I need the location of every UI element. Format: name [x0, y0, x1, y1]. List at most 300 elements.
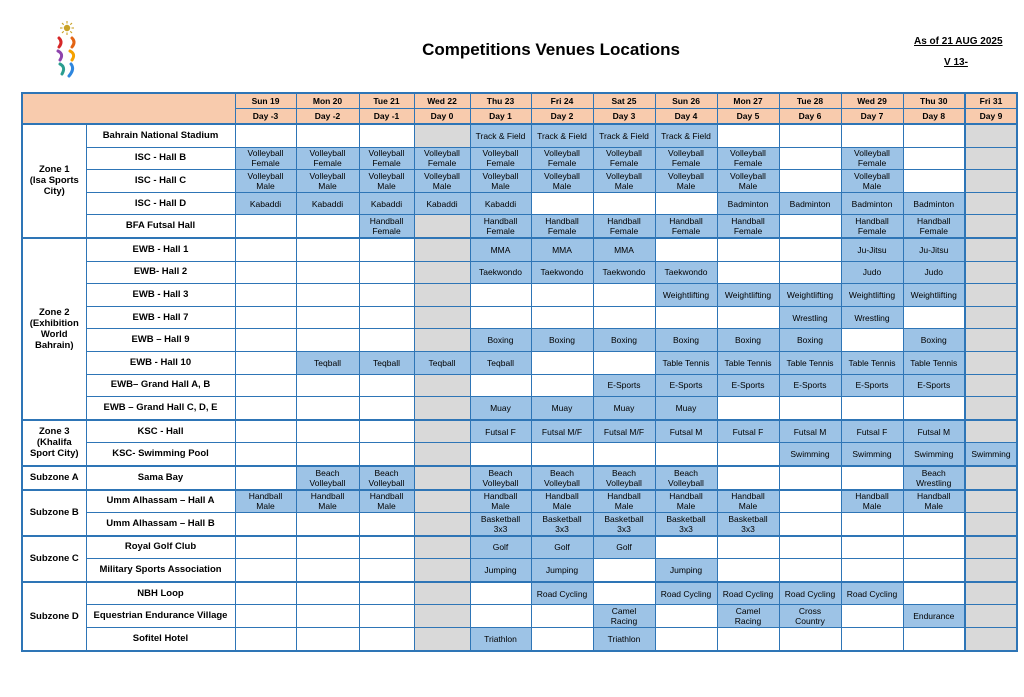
empty-cell — [903, 147, 965, 170]
empty-cell — [531, 284, 593, 307]
event-cell: Taekwondo — [531, 261, 593, 284]
event-cell: Golf — [470, 536, 531, 559]
event-cell: Track & Field — [655, 124, 717, 147]
zone-label: Zone 3 (Khalifa Sport City) — [22, 420, 86, 466]
day-date-header: Fri 31 — [965, 93, 1017, 109]
empty-cell — [655, 306, 717, 329]
venue-row — [22, 559, 1017, 582]
venue-row — [22, 513, 1017, 536]
event-cell: Weightlifting — [717, 284, 779, 307]
event-cell: Handball Male — [903, 490, 965, 513]
empty-cell — [655, 628, 717, 651]
venue-name: NBH Loop — [86, 582, 235, 605]
venue-row — [22, 329, 1017, 352]
venue-name: Sofitel Hotel — [86, 628, 235, 651]
empty-cell — [903, 306, 965, 329]
event-cell: Triathlon — [470, 628, 531, 651]
empty-cell — [414, 443, 470, 466]
empty-cell — [359, 420, 414, 443]
event-cell: Handball Male — [593, 490, 655, 513]
event-cell: Handball Female — [531, 215, 593, 238]
event-cell: Teqball — [359, 351, 414, 374]
empty-cell — [235, 466, 296, 490]
empty-cell — [414, 124, 470, 147]
event-cell: Wrestling — [841, 306, 903, 329]
event-cell: Golf — [531, 536, 593, 559]
empty-cell — [779, 490, 841, 513]
event-cell: Swimming — [841, 443, 903, 466]
empty-cell — [965, 490, 1017, 513]
event-cell: Handball Female — [359, 215, 414, 238]
venue-row — [22, 420, 1017, 443]
event-cell: Road Cycling — [779, 582, 841, 605]
empty-cell — [531, 351, 593, 374]
empty-cell — [717, 466, 779, 490]
venue-row — [22, 443, 1017, 466]
venue-name: BFA Futsal Hall — [86, 215, 235, 238]
event-cell: Volleyball Female — [593, 147, 655, 170]
empty-cell — [965, 513, 1017, 536]
day-date-header: Mon 20 — [296, 93, 359, 109]
empty-cell — [965, 238, 1017, 261]
empty-cell — [965, 261, 1017, 284]
empty-cell — [593, 306, 655, 329]
empty-cell — [296, 628, 359, 651]
empty-cell — [841, 124, 903, 147]
event-cell: E-Sports — [903, 374, 965, 397]
empty-cell — [531, 605, 593, 628]
empty-cell — [531, 443, 593, 466]
venue-row — [22, 170, 1017, 193]
empty-cell — [235, 605, 296, 628]
venue-row — [22, 238, 1017, 261]
event-cell: Track & Field — [470, 124, 531, 147]
event-cell: Ju-Jitsu — [841, 238, 903, 261]
empty-cell — [779, 628, 841, 651]
event-cell: Jumping — [470, 559, 531, 582]
day-date-header: Mon 27 — [717, 93, 779, 109]
empty-cell — [414, 420, 470, 443]
empty-cell — [414, 559, 470, 582]
empty-cell — [965, 559, 1017, 582]
event-cell: Futsal M/F — [531, 420, 593, 443]
empty-cell — [414, 605, 470, 628]
empty-cell — [965, 284, 1017, 307]
empty-cell — [296, 284, 359, 307]
event-cell: Basketball 3x3 — [717, 513, 779, 536]
event-cell: Muay — [593, 397, 655, 420]
empty-cell — [235, 261, 296, 284]
event-cell: Triathlon — [593, 628, 655, 651]
event-cell: Kabaddi — [296, 192, 359, 215]
event-cell: Volleyball Male — [655, 170, 717, 193]
empty-cell — [779, 170, 841, 193]
empty-cell — [965, 605, 1017, 628]
empty-cell — [841, 605, 903, 628]
empty-cell — [903, 513, 965, 536]
empty-cell — [903, 582, 965, 605]
empty-cell — [717, 559, 779, 582]
empty-cell — [470, 284, 531, 307]
event-cell: E-Sports — [841, 374, 903, 397]
event-cell: MMA — [470, 238, 531, 261]
event-cell: Teqball — [414, 351, 470, 374]
empty-cell — [903, 170, 965, 193]
event-cell: Golf — [593, 536, 655, 559]
empty-cell — [779, 559, 841, 582]
zone-label: Subzone D — [22, 582, 86, 651]
empty-cell — [235, 306, 296, 329]
venue-name: Sama Bay — [86, 466, 235, 490]
event-cell: Road Cycling — [655, 582, 717, 605]
event-cell: Road Cycling — [531, 582, 593, 605]
empty-cell — [965, 536, 1017, 559]
zone-label: Zone 2 (Exhibition World Bahrain) — [22, 238, 86, 420]
event-cell: Boxing — [903, 329, 965, 352]
event-cell: Boxing — [717, 329, 779, 352]
event-cell: Basketball 3x3 — [655, 513, 717, 536]
empty-cell — [841, 397, 903, 420]
event-cell: Ju-Jitsu — [903, 238, 965, 261]
empty-cell — [414, 490, 470, 513]
empty-cell — [414, 238, 470, 261]
empty-cell — [296, 513, 359, 536]
day-number-header: Day 1 — [470, 109, 531, 125]
empty-cell — [531, 374, 593, 397]
day-number-header: Day -1 — [359, 109, 414, 125]
event-cell: Handball Male — [717, 490, 779, 513]
event-cell: Weightlifting — [779, 284, 841, 307]
event-cell: Volleyball Male — [717, 170, 779, 193]
event-cell: Boxing — [531, 329, 593, 352]
empty-cell — [414, 329, 470, 352]
empty-cell — [717, 261, 779, 284]
event-cell: E-Sports — [655, 374, 717, 397]
empty-cell — [655, 238, 717, 261]
event-cell: Weightlifting — [655, 284, 717, 307]
venue-row — [22, 124, 1017, 147]
event-cell: Volleyball Male — [841, 170, 903, 193]
empty-cell — [965, 124, 1017, 147]
event-cell: Muay — [655, 397, 717, 420]
empty-cell — [235, 536, 296, 559]
empty-cell — [296, 215, 359, 238]
event-cell: Beach Volleyball — [655, 466, 717, 490]
empty-cell — [359, 238, 414, 261]
event-cell: Boxing — [655, 329, 717, 352]
empty-cell — [235, 513, 296, 536]
empty-cell — [841, 513, 903, 536]
event-cell: Handball Female — [655, 215, 717, 238]
empty-cell — [903, 124, 965, 147]
empty-cell — [235, 559, 296, 582]
empty-cell — [359, 582, 414, 605]
event-cell: Weightlifting — [903, 284, 965, 307]
venue-name: ISC - Hall B — [86, 147, 235, 170]
empty-cell — [531, 628, 593, 651]
event-cell: Volleyball Male — [359, 170, 414, 193]
empty-cell — [470, 443, 531, 466]
empty-cell — [296, 397, 359, 420]
day-date-header: Sun 26 — [655, 93, 717, 109]
empty-cell — [296, 238, 359, 261]
empty-cell — [717, 124, 779, 147]
event-cell: Judo — [841, 261, 903, 284]
event-cell: Weightlifting — [841, 284, 903, 307]
venue-name: EWB - Hall 1 — [86, 238, 235, 261]
empty-cell — [359, 559, 414, 582]
event-cell: Muay — [470, 397, 531, 420]
event-cell: Endurance — [903, 605, 965, 628]
event-cell: Volleyball Female — [235, 147, 296, 170]
event-cell: Beach Volleyball — [296, 466, 359, 490]
empty-cell — [414, 466, 470, 490]
day-number-header: Day 3 — [593, 109, 655, 125]
event-cell: Wrestling — [779, 306, 841, 329]
venue-row — [22, 284, 1017, 307]
event-cell: Judo — [903, 261, 965, 284]
venue-row — [22, 306, 1017, 329]
event-cell: Table Tennis — [779, 351, 841, 374]
empty-cell — [296, 306, 359, 329]
event-cell: Badminton — [779, 192, 841, 215]
empty-cell — [359, 124, 414, 147]
venue-row — [22, 466, 1017, 490]
empty-cell — [414, 261, 470, 284]
event-cell: Basketball 3x3 — [531, 513, 593, 536]
zone-label: Subzone C — [22, 536, 86, 582]
empty-cell — [965, 374, 1017, 397]
event-cell: Volleyball Male — [235, 170, 296, 193]
day-number-header: Day 9 — [965, 109, 1017, 125]
empty-cell — [470, 582, 531, 605]
empty-cell — [841, 536, 903, 559]
event-cell: Kabaddi — [359, 192, 414, 215]
empty-cell — [296, 329, 359, 352]
zone-label: Zone 1 (Isa Sports City) — [22, 124, 86, 238]
day-number-header: Day 7 — [841, 109, 903, 125]
venue-name: EWB - Hall 10 — [86, 351, 235, 374]
venue-row — [22, 192, 1017, 215]
empty-cell — [965, 466, 1017, 490]
day-number-header: Day 2 — [531, 109, 593, 125]
event-cell: Volleyball Female — [296, 147, 359, 170]
event-cell: Road Cycling — [841, 582, 903, 605]
empty-cell — [296, 536, 359, 559]
event-cell: E-Sports — [717, 374, 779, 397]
empty-cell — [296, 261, 359, 284]
venue-row — [22, 374, 1017, 397]
venue-name: KSC- Swimming Pool — [86, 443, 235, 466]
event-cell: Track & Field — [531, 124, 593, 147]
venue-name: Bahrain National Stadium — [86, 124, 235, 147]
event-cell: Basketball 3x3 — [470, 513, 531, 536]
empty-cell — [296, 124, 359, 147]
event-cell: Handball Male — [655, 490, 717, 513]
event-cell: Futsal F — [717, 420, 779, 443]
empty-cell — [779, 238, 841, 261]
header-row-dates — [22, 93, 1017, 109]
empty-cell — [359, 536, 414, 559]
empty-cell — [470, 605, 531, 628]
empty-cell — [593, 582, 655, 605]
empty-cell — [359, 513, 414, 536]
empty-cell — [965, 397, 1017, 420]
event-cell: Handball Male — [359, 490, 414, 513]
empty-cell — [235, 238, 296, 261]
empty-cell — [593, 443, 655, 466]
event-cell: Basketball 3x3 — [593, 513, 655, 536]
event-cell: Handball Male — [531, 490, 593, 513]
venue-row — [22, 628, 1017, 651]
event-cell: Cross Country — [779, 605, 841, 628]
empty-cell — [965, 582, 1017, 605]
event-cell: Taekwondo — [593, 261, 655, 284]
empty-cell — [414, 628, 470, 651]
event-cell: Handball Male — [470, 490, 531, 513]
empty-cell — [414, 582, 470, 605]
empty-cell — [779, 124, 841, 147]
venue-name: ISC - Hall D — [86, 192, 235, 215]
event-cell: Badminton — [903, 192, 965, 215]
day-date-header: Tue 21 — [359, 93, 414, 109]
header-blank-cell — [22, 93, 235, 124]
event-cell: Boxing — [779, 329, 841, 352]
day-number-header: Day 6 — [779, 109, 841, 125]
empty-cell — [779, 466, 841, 490]
empty-cell — [717, 628, 779, 651]
event-cell: Jumping — [531, 559, 593, 582]
event-cell: Volleyball Male — [470, 170, 531, 193]
event-cell: E-Sports — [593, 374, 655, 397]
day-date-header: Thu 30 — [903, 93, 965, 109]
event-cell: Beach Volleyball — [531, 466, 593, 490]
empty-cell — [235, 215, 296, 238]
venue-name: Equestrian Endurance Village — [86, 605, 235, 628]
venue-row — [22, 147, 1017, 170]
venue-name: EWB – Hall 9 — [86, 329, 235, 352]
day-date-header: Sat 25 — [593, 93, 655, 109]
empty-cell — [965, 147, 1017, 170]
empty-cell — [717, 306, 779, 329]
venue-name: Umm Alhassam – Hall B — [86, 513, 235, 536]
event-cell: Handball Female — [841, 215, 903, 238]
empty-cell — [296, 605, 359, 628]
event-cell: Boxing — [470, 329, 531, 352]
empty-cell — [235, 124, 296, 147]
venue-row — [22, 351, 1017, 374]
venue-row — [22, 397, 1017, 420]
empty-cell — [414, 284, 470, 307]
empty-cell — [296, 582, 359, 605]
empty-cell — [965, 329, 1017, 352]
event-cell: Beach Volleyball — [593, 466, 655, 490]
event-cell: Volleyball Female — [841, 147, 903, 170]
empty-cell — [359, 605, 414, 628]
empty-cell — [531, 192, 593, 215]
empty-cell — [414, 306, 470, 329]
empty-cell — [235, 628, 296, 651]
empty-cell — [903, 536, 965, 559]
day-date-header: Wed 29 — [841, 93, 903, 109]
venue-row — [22, 261, 1017, 284]
event-cell: Volleyball Female — [470, 147, 531, 170]
empty-cell — [593, 559, 655, 582]
schedule-table — [21, 92, 1018, 652]
event-cell: Volleyball Female — [414, 147, 470, 170]
empty-cell — [717, 397, 779, 420]
empty-cell — [903, 628, 965, 651]
venue-name: Military Sports Association — [86, 559, 235, 582]
day-number-header: Day 0 — [414, 109, 470, 125]
event-cell: Beach Volleyball — [470, 466, 531, 490]
event-cell: Table Tennis — [655, 351, 717, 374]
empty-cell — [235, 329, 296, 352]
empty-cell — [965, 628, 1017, 651]
empty-cell — [414, 513, 470, 536]
empty-cell — [779, 513, 841, 536]
empty-cell — [717, 443, 779, 466]
empty-cell — [235, 443, 296, 466]
event-cell: Handball Female — [593, 215, 655, 238]
event-cell: Beach Wrestling — [903, 466, 965, 490]
day-date-header: Tue 28 — [779, 93, 841, 109]
empty-cell — [359, 329, 414, 352]
event-cell: Handball Male — [235, 490, 296, 513]
venue-name: EWB – Grand Hall C, D, E — [86, 397, 235, 420]
empty-cell — [414, 215, 470, 238]
empty-cell — [296, 374, 359, 397]
event-cell: E-Sports — [779, 374, 841, 397]
day-number-header: Day 8 — [903, 109, 965, 125]
event-cell: Beach Volleyball — [359, 466, 414, 490]
event-cell: Volleyball Male — [296, 170, 359, 193]
event-cell: Taekwondo — [655, 261, 717, 284]
as-of-date: As of 21 AUG 2025 — [914, 36, 1003, 47]
empty-cell — [235, 284, 296, 307]
day-number-header: Day 5 — [717, 109, 779, 125]
venue-row — [22, 582, 1017, 605]
venue-name: EWB - Hall 7 — [86, 306, 235, 329]
event-cell: Handball Male — [296, 490, 359, 513]
empty-cell — [841, 466, 903, 490]
empty-cell — [235, 582, 296, 605]
empty-cell — [470, 374, 531, 397]
empty-cell — [593, 284, 655, 307]
empty-cell — [470, 306, 531, 329]
venue-schedule-grid — [21, 92, 1018, 652]
event-cell: Volleyball Male — [531, 170, 593, 193]
empty-cell — [359, 374, 414, 397]
page-title: Competitions Venues Locations — [422, 40, 680, 59]
empty-cell — [841, 559, 903, 582]
empty-cell — [235, 374, 296, 397]
empty-cell — [593, 351, 655, 374]
empty-cell — [903, 397, 965, 420]
day-date-header: Fri 24 — [531, 93, 593, 109]
empty-cell — [531, 306, 593, 329]
logo-sun-icon — [60, 21, 74, 35]
event-cell: Teqball — [296, 351, 359, 374]
event-cell: Kabaddi — [414, 192, 470, 215]
event-cell: Taekwondo — [470, 261, 531, 284]
empty-cell — [655, 605, 717, 628]
empty-cell — [965, 170, 1017, 193]
empty-cell — [359, 628, 414, 651]
empty-cell — [359, 306, 414, 329]
event-cell: Handball Male — [841, 490, 903, 513]
event-cell: Handball Female — [470, 215, 531, 238]
